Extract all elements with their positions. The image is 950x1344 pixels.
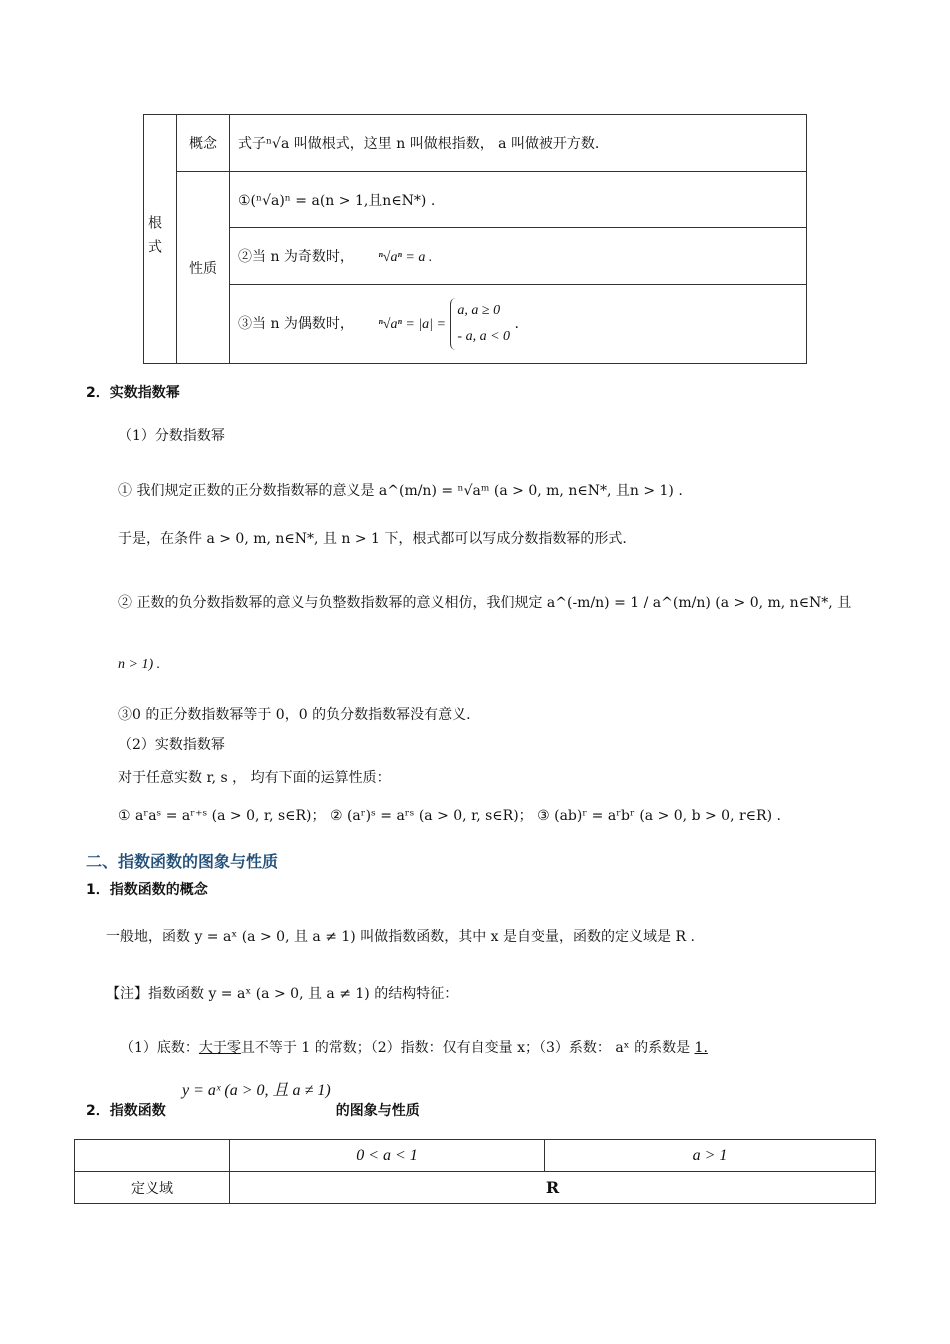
property-3-end: .	[514, 316, 519, 332]
section-2-title: 2．实数指数幂	[86, 385, 180, 401]
paragraph-3: ② 正数的负分数指数幂的意义与负整数指数幂的意义相仿，我们规定 a^(-m/n) = 1 / a^(m/n) (a > 0, m, n∈N*, 且	[118, 595, 852, 611]
property-label: 性质	[177, 172, 230, 364]
paragraph-3b: n > 1) .	[118, 657, 161, 672]
paragraph-7: 一般地，函数 y = aˣ (a > 0, 且 a ≠ 1) 叫做指数函数，其中 x 是自变量，函数的定义域是 R .	[106, 929, 695, 945]
property-3-case-1: a, a ≥ 0	[457, 303, 501, 318]
paragraph-4: ③0 的正分数指数幂等于 0，0 的负分数指数幂没有意义.	[118, 707, 471, 723]
paragraph-8: 【注】指数函数 y = aˣ (a > 0, 且 a ≠ 1) 的结构特征：	[106, 986, 459, 1002]
property-3-lead: ③当 n 为偶数时，	[238, 316, 354, 332]
heading-2	[86, 1100, 420, 1120]
property-2-lead: ②当 n 为奇数时，	[238, 249, 354, 265]
property-1: ①(ⁿ√a)ⁿ = a(n > 1,且n∈N*) .	[230, 172, 807, 228]
paragraph-9-a: （1）底数：	[120, 1040, 199, 1056]
radical-row-header-text: 根式	[146, 215, 162, 263]
property-2-formula: ⁿ√aⁿ = a .	[378, 250, 433, 265]
paragraph-10-formula: y = aˣ (a > 0, 且 a ≠ 1)	[182, 1082, 331, 1099]
table2-col-1: 0 < a < 1	[230, 1140, 545, 1172]
paragraph-1: ① 我们规定正数的正分数指数幂的意义是 a^(m/n) = ⁿ√aᵐ (a > 0, m, n∈N*, 且n > 1) .	[118, 483, 683, 499]
table2-empty-header	[75, 1140, 230, 1172]
section-title: 二、指数函数的图象与性质	[86, 852, 279, 871]
paragraph-6: ① aʳaˢ = aʳ⁺ˢ (a > 0, r, s∈R)； ② (aʳ)ˢ = aʳˢ (a > 0, r, s∈R)； ③ (ab)ʳ = aʳbʳ (a > 0, b > 0, r∈R) .	[118, 808, 781, 824]
radical-row-header	[144, 115, 177, 364]
paragraph-9-b: 且不等于 1 的常数；（2）指数：仅有自变量 x；（3）系数： aˣ 的系数是	[240, 1040, 695, 1056]
heading-2-a: 2．指数函数	[86, 1103, 166, 1119]
paragraph-5: 对于任意实数 r, s ， 均有下面的运算性质：	[118, 770, 391, 786]
heading-1: 1．指数函数的概念	[86, 882, 208, 898]
heading-2-b: 的图象与性质	[335, 1103, 420, 1119]
table2-row-label: 定义域	[75, 1172, 230, 1204]
property-3-cases	[450, 298, 510, 350]
exp-function-table	[74, 1139, 876, 1204]
subsection-1-title: （1）分数指数幂	[118, 428, 225, 444]
paragraph-9-underline: 大于零	[198, 1040, 241, 1056]
property-3-case-2: - a, a < 0	[457, 329, 511, 344]
table2-row-value: R	[230, 1172, 876, 1204]
property-3	[230, 285, 807, 364]
radical-table	[143, 114, 807, 364]
concept-text: 式子ⁿ√a 叫做根式，这里 n 叫做根指数， a 叫做被开方数.	[230, 115, 807, 172]
table2-col-2: a > 1	[545, 1140, 876, 1172]
paragraph-2: 于是，在条件 a > 0, m, n∈N*, 且 n > 1 下，根式都可以写成分数指数幂的形式.	[118, 531, 627, 547]
property-2	[230, 228, 807, 285]
paragraph-9	[120, 1037, 708, 1057]
paragraph-9-c: 1.	[694, 1040, 708, 1056]
property-3-formula: ⁿ√aⁿ = |a| =	[378, 317, 446, 332]
concept-label: 概念	[177, 115, 230, 172]
subsection-2-title: （2）实数指数幂	[118, 737, 225, 753]
